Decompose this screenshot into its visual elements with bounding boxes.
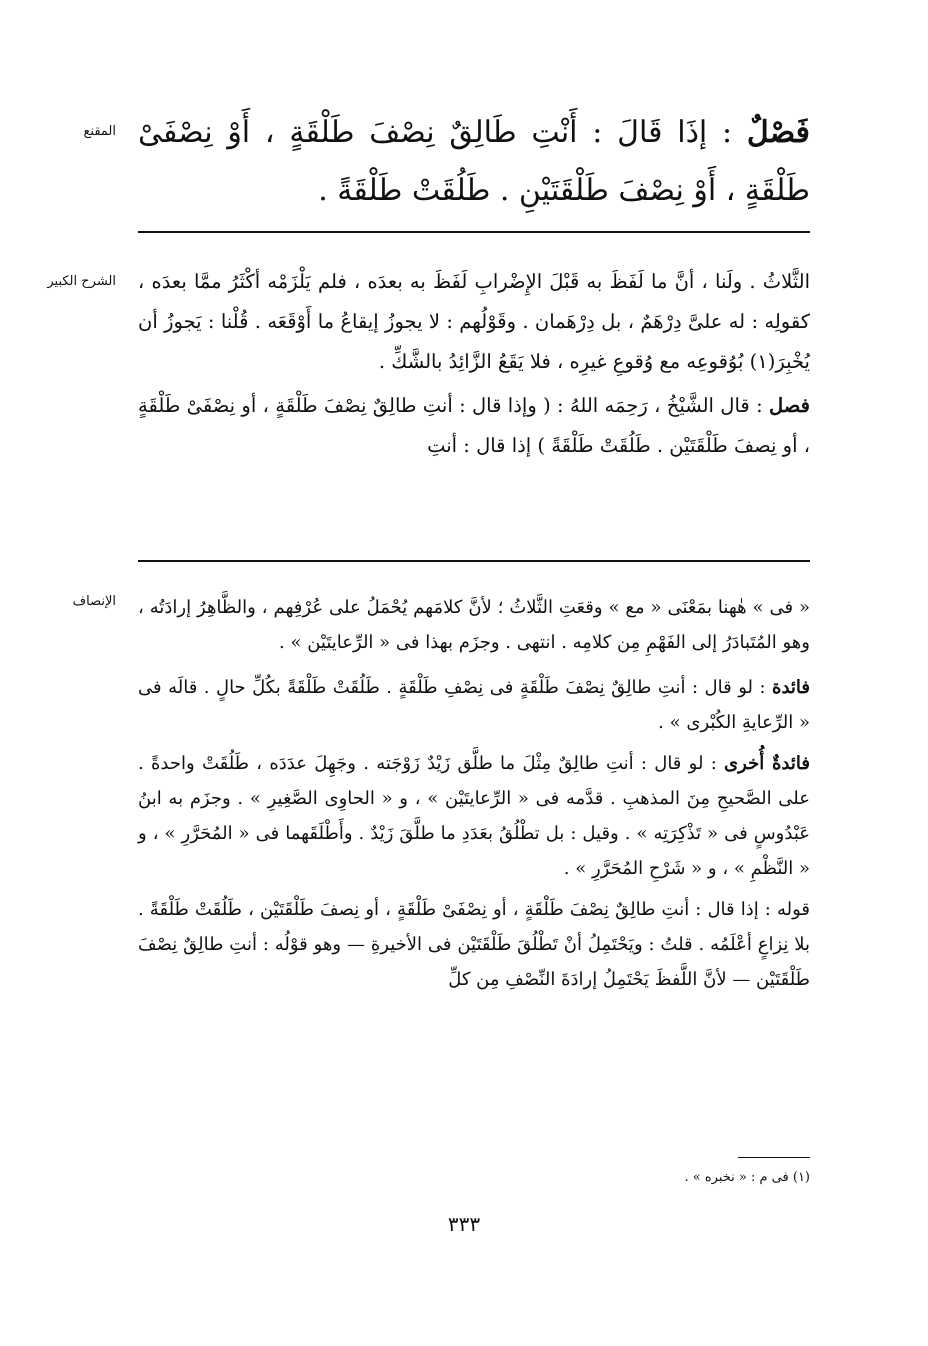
insaf-faida-ukhra-heading: فائدةٌ أُخرى [724, 753, 810, 774]
section-divider-1 [138, 231, 810, 233]
insaf-paragraph-4: قوله : إذا قال : أنتِ طالِقٌ نِصْفَ طَلْقَةٍ ، أو نِصْفَىْ طَلْقَةٍ ، أو نِصفَ طَلْقَتَيْن ، طَلُقَتْ طَلْقَةً . بلا نِزاعٍ أعْلَمُه . قلتُ : ويَحْتَمِلُ أنْ تَطْلُقَ طَلْقَتَيْن فى الأخيرةِ — وهو قوْلُه : أنتِ طالِقٌ نِصْفَ طَلْقَتَيْن — لأنَّ اللَّفظَ يَحْتَمِلُ إرادَةَ النِّصْفِ مِن كلِّ [138, 899, 810, 990]
insaf-paragraph-2-text: : لو قال : أنتِ طالِقٌ نِصْفَ طَلْقَةٍ فى نِصْفِ طَلْقَةٍ . طَلُقَتْ طَلْقَةً بكُلِّ حالٍ . قالَه فى « الرِّعايةِ الكُبْرى » . [138, 677, 810, 733]
footnote: (١) فى م : « نخبره » . [684, 1170, 810, 1185]
page-number: ٣٣٣ [447, 1212, 481, 1236]
margin-label-muqni: المقنع [83, 124, 116, 139]
sharh-paragraph-2 [138, 386, 810, 466]
insaf-paragraph-2 [138, 670, 810, 740]
sharh-paragraph-2-text: : قال الشَّيْخُ ، رَحِمَه اللهُ : ( وإذا قال : أنتِ طالِقٌ نِصْفَ طَلْقَةٍ ، أو نِصْفَىْ طَلْقَةٍ ، أو نِصفَ طَلْقَتَيْن . طَلُقَتْ طَلْقَةً ) إذا قال : أنتِ [138, 394, 810, 457]
insaf-paragraph-1: « فى » هٰهنا بمَعْنَى « مع » وقعَتِ الثَّلاثُ ؛ لأنَّ كلامَهم يُحْمَلُ على عُرْفِهم ، والظَّاهِرُ إرادَتُه ، وهو المُتَبادَرُ إلى الفَهْمِ مِن كلامِه . انتهى . وجزَم بهذا فى « الرِّعايتَيْن » . [138, 597, 810, 653]
margin-label-sharh: الشرح الكبير [47, 274, 116, 289]
sharh-paragraph-1: الثَّلاثُ . ولَنا ، أنَّ ما لَفَظَ به قَبْلَ الإِضْرابِ لَفَظَ به بعدَه ، فلم يَلْزَمْه أكْثَرُ ممَّا بعدَه ، كقولِه : له علىَّ دِرْهَمٌ ، بل دِرْهَمان . وقَوْلُهم : لا يجوزُ إيقاعُ ما أَوْقَعَه . قُلْنا : يَجوزُ أن يُخْبِرَ(١) بُوُقوعِه مع وُقوعِ غيرِه ، فلا يَقَعُ الزَّائِدُ بالشَّكِّ . [138, 270, 810, 373]
insaf-text-block [138, 590, 810, 1003]
insaf-faida-heading: فائدة [772, 677, 810, 698]
muqni-text: : إذَا قَالَ : أَنْتِ طَالِقٌ نِصْفَ طَلْقَةٍ ، أَوْ نِصْفَىْ طَلْقَةٍ ، أَوْ نِصْفَ طَلْقَتَيْنِ . طَلُقَتْ طَلْقَةً . [138, 115, 810, 208]
muqni-heading: فَصْلٌ [746, 115, 810, 150]
muqni-text-block [138, 104, 810, 220]
margin-label-insaf: الإنصاف [72, 594, 116, 609]
sharh-text-block [138, 262, 810, 466]
section-divider-2 [138, 560, 810, 562]
footnote-divider [738, 1157, 810, 1158]
insaf-paragraph-3-text: : لو قال : أنتِ طالِقٌ مِثْلَ ما طلَّق زَيْدٌ زَوْجَته . وجَهِلَ عدَدَه ، طَلُقَتْ واحدةً . على الصَّحيحِ مِنَ المذهبِ . قدَّمه فى « الرِّعايتَيْن » ، و « الحاوِى الصَّغِيرِ » . وجزَم به ابنُ عَبْدُوسٍ فى « تَذْكِرَتِه » . وقيل : بل تطْلُقُ بعَدَدِ ما طلَّقَ زَيْدٌ . وأَطْلَقَهما فى « المُحَرَّرِ » ، و « النَّظْمِ » ، و « شَرْحِ المُحَرَّرِ » . [138, 753, 810, 879]
sharh-fasl-heading: فصل [769, 394, 810, 417]
insaf-paragraph-3 [138, 746, 810, 886]
